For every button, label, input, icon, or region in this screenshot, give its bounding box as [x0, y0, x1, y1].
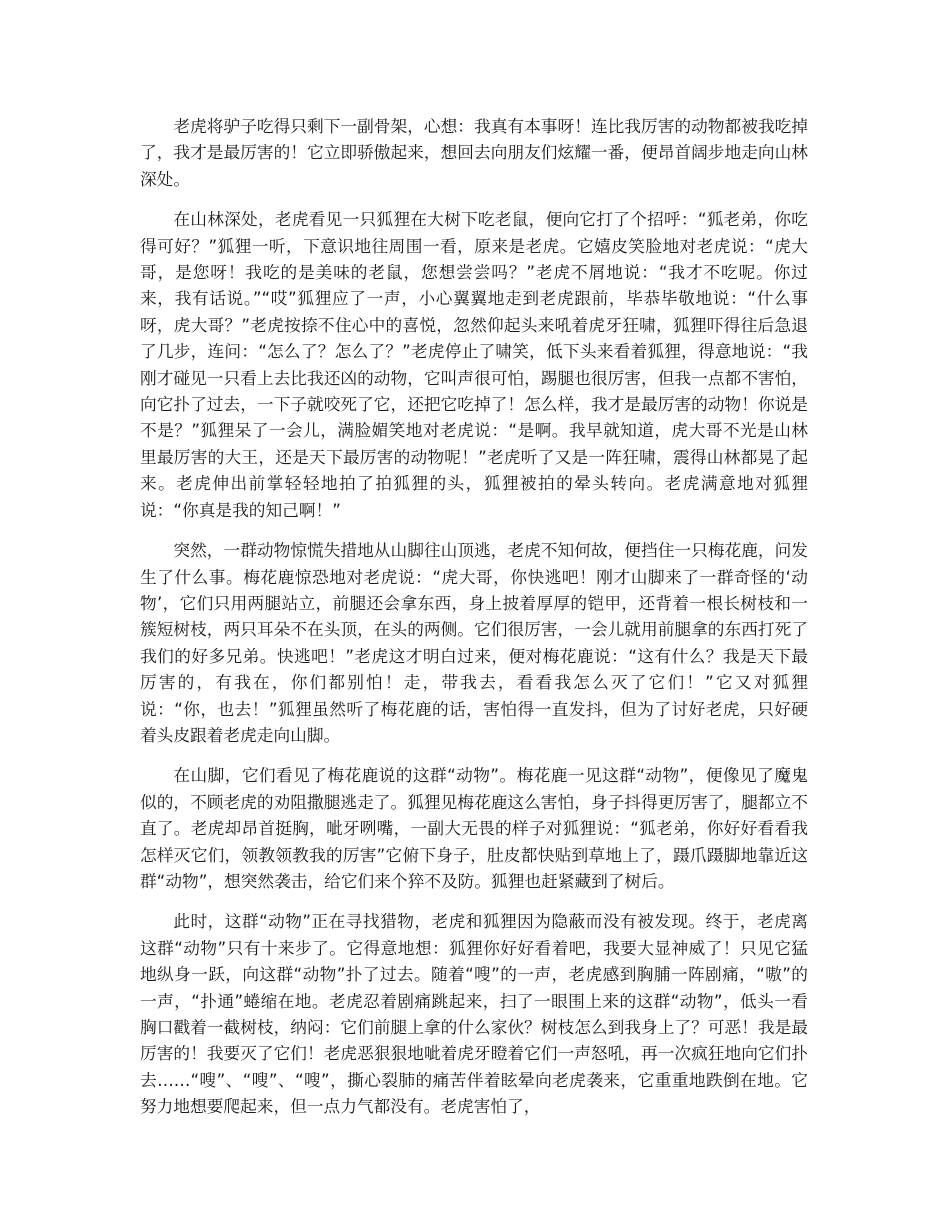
paragraph-2: 在山林深处，老虎看见一只狐狸在大树下吃老鼠，便向它打了个招呼：“狐老弟，你吃得可好？”狐狸一听，下意识地往周围一看，原来是老虎。它嬉皮笑脸地对老虎说：“虎大哥，是您呀！我吃的是美味的老鼠，您想尝尝吗？”老虎不屑地说：“我才不吃呢。你过来，我有话说。”“哎”狐狸应了一声，小心翼翼地走到老虎跟前，毕恭毕敬地说：“什么事呀，虎大哥？”老虎按捺不住心中的喜悦，忽然仰起头来吼着虎牙狂啸，狐狸吓得往后急退了几步，连问：“怎么了？怎么了？”老虎停止了啸笑，低下头来看着狐狸，得意地说：“我刚才碰见一只看上去比我还凶的动物，它叫声很可怕，踢腿也很厉害，但我一点都不害怕，向它扑了过去，一下子就咬死了它，还把它吃掉了！怎么样，我才是最厉害的动物！你说是不是？”狐狸呆了一会儿，满脸媚笑地对老虎说：“是啊。我早就知道，虎大哥不光是山林里最厉害的大王，还是天下最厉害的动物呢！”老虎听了又是一阵狂啸，震得山林都晃了起来。老虎伸出前掌轻轻地拍了拍狐狸的头，狐狸被拍的晕头转向。老虎满意地对狐狸说：“你真是我的知己啊！” [140, 209, 808, 520]
paragraph-1: 老虎将驴子吃得只剩下一副骨架，心想：我真有本事呀！连比我厉害的动物都被我吃掉了，我才是最厉害的！它立即骄傲起来，想回去向朋友们炫耀一番，便昂首阔步地走向山林深处。 [140, 116, 808, 189]
paragraph-3: 突然，一群动物惊慌失措地从山脚往山顶逃，老虎不知何故，便挡住一只梅花鹿，问发生了什么事。梅花鹿惊恐地对老虎说：“虎大哥，你快逃吧！刚才山脚来了一群奇怪的‘动物’，它们只用两腿站立，前腿还会拿东西，身上披着厚厚的铠甲，还背着一根长树枝和一簇短树枝，两只耳朵不在头顶，在头的两侧。它们很厉害，一会儿就用前腿拿的东西打死了我们的好多兄弟。快逃吧！”老虎这才明白过来，便对梅花鹿说：“这有什么？我是天下最厉害的，有我在，你们都别怕！走，带我去，看看我怎么灭了它们！”它又对狐狸说：“你，也去！”狐狸虽然听了梅花鹿的话，害怕得一直发抖，但为了讨好老虎，只好硬着头皮跟着老虎走向山脚。 [140, 540, 808, 745]
paragraph-4: 在山脚，它们看见了梅花鹿说的这群“动物”。梅花鹿一见这群“动物”，便像见了魔鬼似的，不顾老虎的劝阻撒腿逃走了。狐狸见梅花鹿这么害怕，身子抖得更厉害了，腿都立不直了。老虎却昂首挺胸，呲牙咧嘴，一副大无畏的样子对狐狸说：“狐老弟，你好好看看我怎样灭它们，领教领教我的厉害”它俯下身子，肚皮都快贴到草地上了，蹑爪蹑脚地靠近这群“动物”，想突然袭击，给它们来个猝不及防。狐狸也赶紧藏到了树后。 [140, 765, 808, 891]
document-body [140, 113, 808, 1134]
paragraph-5: 此时，这群“动物”正在寻找猎物，老虎和狐狸因为隐蔽而没有被发现。终于，老虎离这群“动物”只有十来步了。它得意地想：狐狸你好好看着吧，我要大显神威了！只见它猛地纵身一跃，向这群“动物”扑了过去。随着“嗖”的一声，老虎感到胸脯一阵剧痛，“嗷”的一声，“扑通”蜷缩在地。老虎忍着剧痛跳起来，扫了一眼围上来的这群“动物”，低头一看胸口戳着一截树枝，纳闷：它们前腿上拿的什么家伙？树枝怎么到我身上了？可恶！我是最厉害的！我要灭了它们！老虎恶狠狠地呲着虎牙瞪着它们一声怒吼，再一次疯狂地向它们扑去……“嗖”、“嗖”、“嗖”，撕心裂肺的痛苦伴着眩晕向老虎袭来，它重重地跌倒在地。它努力地想要爬起来，但一点力气都没有。老虎害怕了， [140, 911, 808, 1117]
